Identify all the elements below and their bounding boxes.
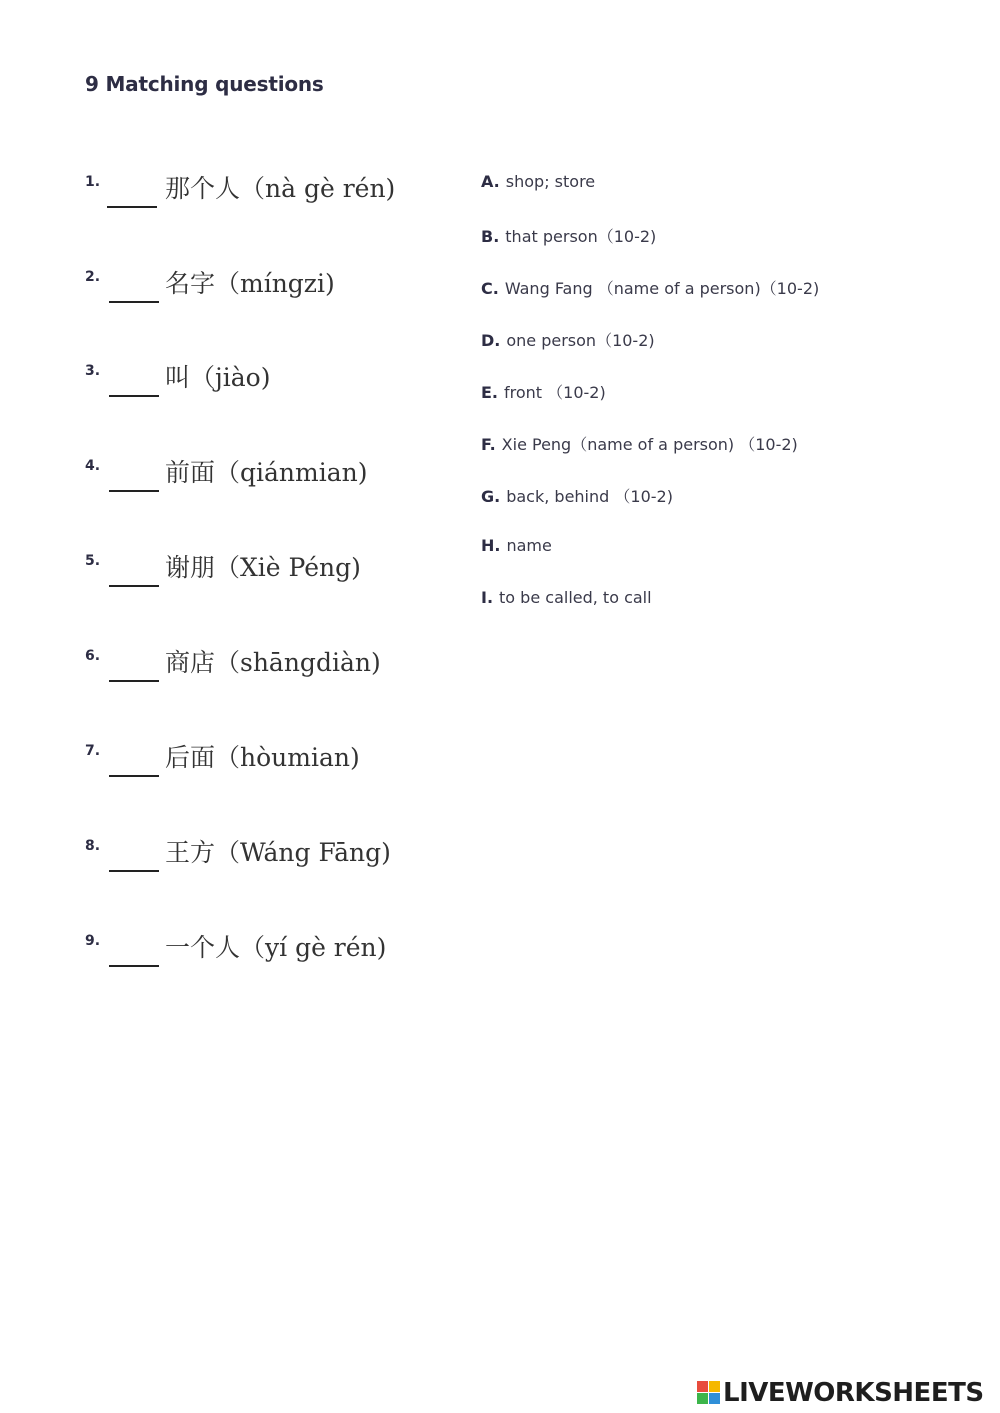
answer-blank-9[interactable] — [109, 941, 159, 967]
answer-letter: E. — [481, 383, 499, 402]
answer-text: to be called, to call — [499, 588, 652, 607]
answer-letter: G. — [481, 487, 501, 506]
answer-text: back, behind （10-2) — [506, 487, 673, 506]
question-9 — [85, 933, 445, 973]
answer-text: Xie Peng（name of a person) （10-2) — [501, 435, 798, 454]
liveworksheets-logo[interactable] — [697, 1378, 995, 1408]
answer-text: shop; store — [505, 172, 596, 191]
question-5 — [85, 553, 445, 593]
logo-square-green — [697, 1393, 708, 1404]
answer-letter: B. — [481, 227, 500, 246]
answer-letter: H. — [481, 536, 501, 555]
question-7 — [85, 743, 445, 783]
answer-blank-5[interactable] — [109, 561, 159, 587]
answer-text: name — [506, 536, 552, 555]
question-text: 后面（hòumian) — [165, 743, 360, 772]
question-number: 7. — [85, 743, 101, 759]
question-2 — [85, 269, 445, 309]
answer-text: Wang Fang （name of a person)（10-2) — [504, 279, 820, 298]
question-number: 6. — [85, 648, 101, 664]
logo-square-blue — [709, 1393, 720, 1404]
liveworksheets-logo-icon — [697, 1381, 721, 1405]
answer-letter: I. — [481, 588, 494, 607]
question-number: 9. — [85, 933, 101, 949]
answer-option-a — [481, 172, 595, 191]
question-number: 1. — [85, 174, 101, 190]
answer-option-h — [481, 536, 552, 555]
answer-blank-1[interactable] — [107, 182, 157, 208]
answer-letter: C. — [481, 279, 499, 298]
answer-option-e — [481, 380, 606, 403]
answer-option-d — [481, 328, 655, 351]
logo-square-red — [697, 1381, 708, 1392]
question-text: 商店（shāngdiàn) — [165, 648, 381, 677]
answer-option-b — [481, 224, 656, 247]
answer-blank-2[interactable] — [109, 277, 159, 303]
worksheet-title: 9 Matching questions — [85, 72, 324, 96]
answer-text: front （10-2) — [504, 383, 606, 402]
brand-name: LIVEWORKSHEETS — [723, 1378, 984, 1408]
question-3 — [85, 363, 445, 403]
answer-blank-4[interactable] — [109, 466, 159, 492]
answer-option-f — [481, 432, 798, 455]
question-text: 那个人（nà gè rén) — [165, 174, 396, 203]
question-number: 5. — [85, 553, 101, 569]
answer-option-i — [481, 588, 652, 607]
question-number: 2. — [85, 269, 101, 285]
question-text: 叫（jiào) — [165, 363, 271, 392]
question-text: 一个人（yí gè rén) — [165, 933, 387, 962]
answer-blank-7[interactable] — [109, 751, 159, 777]
answer-option-g — [481, 484, 673, 507]
answer-letter: A. — [481, 172, 500, 191]
answer-text: one person（10-2) — [506, 331, 655, 350]
question-text: 谢朋（Xiè Péng) — [165, 553, 361, 582]
answer-letter: D. — [481, 331, 501, 350]
question-number: 4. — [85, 458, 101, 474]
question-number: 3. — [85, 363, 101, 379]
question-text: 名字（míngzi) — [165, 269, 335, 298]
question-8 — [85, 838, 445, 878]
answer-option-c — [481, 276, 819, 299]
answer-letter: F. — [481, 435, 496, 454]
answer-blank-3[interactable] — [109, 371, 159, 397]
answer-blank-6[interactable] — [109, 656, 159, 682]
answer-text: that person（10-2) — [505, 227, 657, 246]
question-text: 前面（qiánmian) — [165, 458, 368, 487]
question-1 — [85, 174, 445, 214]
question-6 — [85, 648, 445, 688]
question-number: 8. — [85, 838, 101, 854]
answer-blank-8[interactable] — [109, 846, 159, 872]
question-text: 王方（Wáng Fāng) — [165, 838, 391, 867]
question-4 — [85, 458, 445, 498]
logo-square-yellow — [709, 1381, 720, 1392]
